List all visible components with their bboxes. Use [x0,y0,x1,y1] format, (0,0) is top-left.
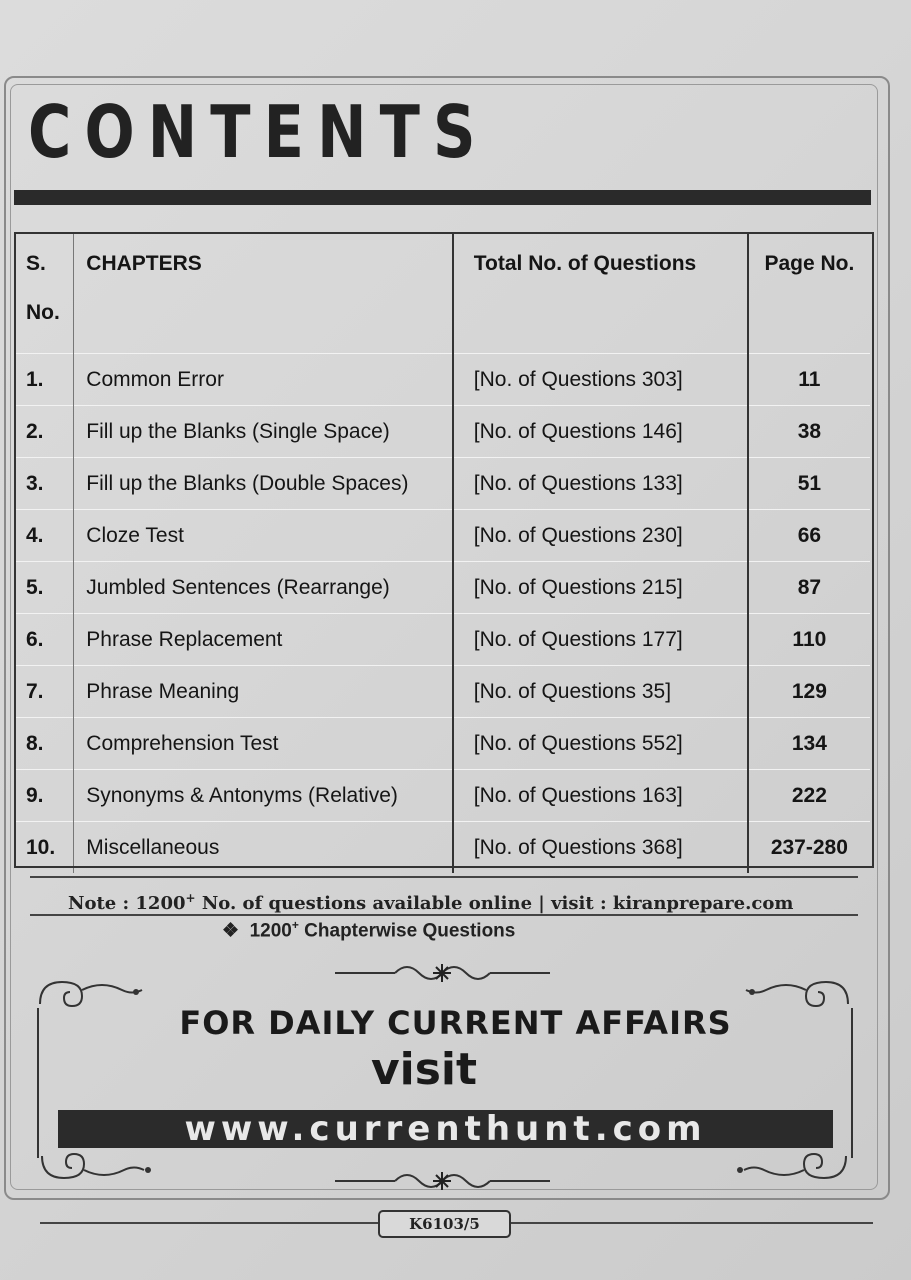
row-chapter: Cloze Test [74,510,453,562]
table-row [16,354,870,406]
row-page-no: 222 [748,770,870,822]
title-underline-bar [14,190,871,205]
row-sno: 3. [16,458,74,510]
table-row [16,718,870,770]
currenthunt-url-link[interactable]: www.currenthunt.com [58,1110,833,1148]
table-row [16,510,870,562]
bullet-text: Chapterwise Questions [298,920,516,942]
row-chapter: Phrase Meaning [74,666,453,718]
table-row [16,562,870,614]
note-text: No. of questions available online | visit : kiranprepare.com [195,893,794,914]
table-header-row-2 [16,295,870,354]
row-sno: 10. [16,822,74,874]
bullet-number: 1200 [249,920,292,942]
diamond-bullet-icon: ❖ [222,920,240,942]
table-row [16,406,870,458]
row-questions: [No. of Questions 368] [453,822,748,874]
top-center-ornament-icon [335,960,550,986]
row-page-no: 110 [748,614,870,666]
row-page-no: 87 [748,562,870,614]
footer-right-rule [511,1222,873,1224]
row-page-no: 38 [748,406,870,458]
row-page-no: 66 [748,510,870,562]
row-questions: [No. of Questions 230] [453,510,748,562]
table-header-row [16,233,870,295]
row-questions: [No. of Questions 552] [453,718,748,770]
contents-table [16,233,870,873]
table-row [16,770,870,822]
bullet-sup: + [291,918,299,932]
table-row [16,458,870,510]
row-sno: 6. [16,614,74,666]
row-chapter: Synonyms & Antonyms (Relative) [74,770,453,822]
visit-label: visit [370,1044,478,1095]
row-page-no: 51 [748,458,870,510]
note-prefix: Note : 1200 [68,893,186,914]
row-sno: 2. [16,406,74,458]
row-chapter: Comprehension Test [74,718,453,770]
header-sno: S. [26,252,46,275]
row-questions: [No. of Questions 303] [453,354,748,406]
header-page-no: Page No. [748,233,870,295]
chapterwise-bullet [222,918,515,942]
bottom-left-scroll-icon [38,1150,158,1184]
row-chapter: Phrase Replacement [74,614,453,666]
row-questions: [No. of Questions 177] [453,614,748,666]
note-sup: + [185,891,196,905]
page-title: CONTENTS [28,90,489,174]
row-sno: 5. [16,562,74,614]
header-sno-line2: No. [26,301,60,324]
current-affairs-heading: FOR DAILY CURRENT AFFAIRS [179,1004,732,1042]
row-questions: [No. of Questions 133] [453,458,748,510]
book-code-label: K6103/5 [378,1210,511,1238]
row-questions: [No. of Questions 215] [453,562,748,614]
row-sno: 1. [16,354,74,406]
row-page-no: 11 [748,354,870,406]
row-questions: [No. of Questions 163] [453,770,748,822]
row-sno: 8. [16,718,74,770]
row-page-no: 129 [748,666,870,718]
row-page-no: 237-280 [748,822,870,874]
bottom-center-ornament-icon [335,1168,550,1194]
header-chapters: CHAPTERS [74,233,453,295]
footer-left-rule [40,1222,378,1224]
row-sno: 4. [16,510,74,562]
bottom-right-scroll-icon [730,1150,850,1184]
header-total-questions: Total No. of Questions [453,233,748,295]
note-band [30,876,858,916]
row-chapter: Common Error [74,354,453,406]
row-questions: [No. of Questions 35] [453,666,748,718]
table-row [16,614,870,666]
row-chapter: Jumbled Sentences (Rearrange) [74,562,453,614]
row-chapter: Fill up the Blanks (Double Spaces) [74,458,453,510]
row-chapter: Miscellaneous [74,822,453,874]
row-chapter: Fill up the Blanks (Single Space) [74,406,453,458]
row-sno: 9. [16,770,74,822]
table-row [16,822,870,874]
table-row [16,666,870,718]
row-sno: 7. [16,666,74,718]
row-questions: [No. of Questions 146] [453,406,748,458]
row-page-no: 134 [748,718,870,770]
